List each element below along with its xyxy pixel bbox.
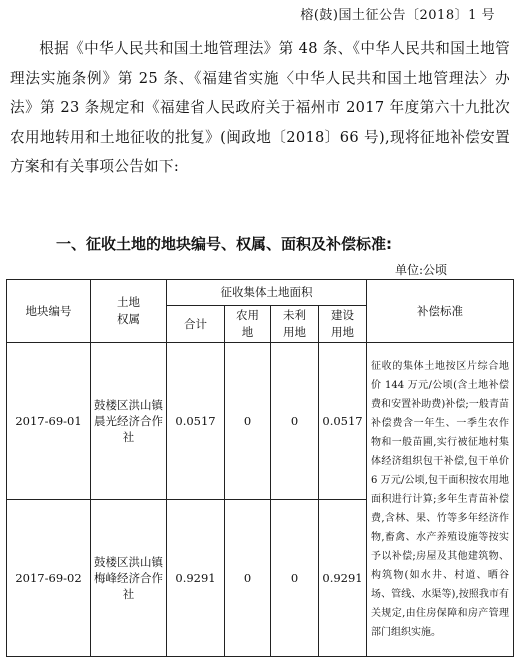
unit-label: 单位:公顷 <box>394 263 447 277</box>
document-number: 榕(鼓)国土征公告〔2018〕1 号 <box>300 8 495 23</box>
cell-total: 0.0517 <box>167 343 225 500</box>
header-area-group: 征收集体土地面积 <box>167 280 367 306</box>
table-row <box>7 343 514 500</box>
cell-unused: 0 <box>271 343 319 500</box>
header-agricultural: 农用 地 <box>225 306 271 343</box>
header-total: 合计 <box>167 306 225 343</box>
cell-agricultural: 0 <box>225 500 271 657</box>
section-title: 一、征收土地的地块编号、权属、面积及补偿标准: <box>56 235 393 253</box>
cell-parcel-no: 2017-69-01 <box>7 343 91 500</box>
header-parcel-no: 地块编号 <box>7 280 91 343</box>
cell-total: 0.9291 <box>167 500 225 657</box>
cell-ownership: 鼓楼区洪山镇梅峰经济合作社 <box>91 500 167 657</box>
cell-construction: 0.0517 <box>319 343 367 500</box>
cell-ownership: 鼓楼区洪山镇晨光经济合作社 <box>91 343 167 500</box>
cell-compensation: 征收的集体土地按区片综合地价 144 万元/公顷(含土地补偿费和安置补助费)补偿;一般青苗补偿费含一年生、一季生农作物和一般苗圃,实行被征地村集体经济组织包干补偿,包干单价 6 万元/公顷,包干面积按农用地面积进行计算;多年生青苗补偿费,含林、果、竹等多年经济作物,畜禽、水产养殖设施等按实予以补偿;房屋及其他建筑物、构筑物(如水井、村道、晒谷场、管线、水渠等),按照我市有关规定,由住房保障和房产管理部门组织实施。 <box>367 343 514 657</box>
cell-construction: 0.9291 <box>319 500 367 657</box>
cell-parcel-no: 2017-69-02 <box>7 500 91 657</box>
cell-agricultural: 0 <box>225 343 271 500</box>
header-unused: 未利 用地 <box>271 306 319 343</box>
land-table <box>6 279 514 657</box>
cell-unused: 0 <box>271 500 319 657</box>
intro-text: 根据《中华人民共和国土地管理法》第 48 条、《中华人民共和国土地管理法实施条例》第 25 条、《福建省实施〈中华人民共和国土地管理法〉办法》第 23 条规定和《福建省人民政府关于福州市 2017 年度第六十九批次农用地转用和土地征收的批复》(闽政地〔2018〕66 号),现将征地补偿安置方案和有关事项公告如下: <box>10 40 510 175</box>
header-construction: 建设 用地 <box>319 306 367 343</box>
intro-paragraph <box>10 34 510 182</box>
header-compensation: 补偿标准 <box>367 280 514 343</box>
header-ownership: 土地 权属 <box>91 280 167 343</box>
